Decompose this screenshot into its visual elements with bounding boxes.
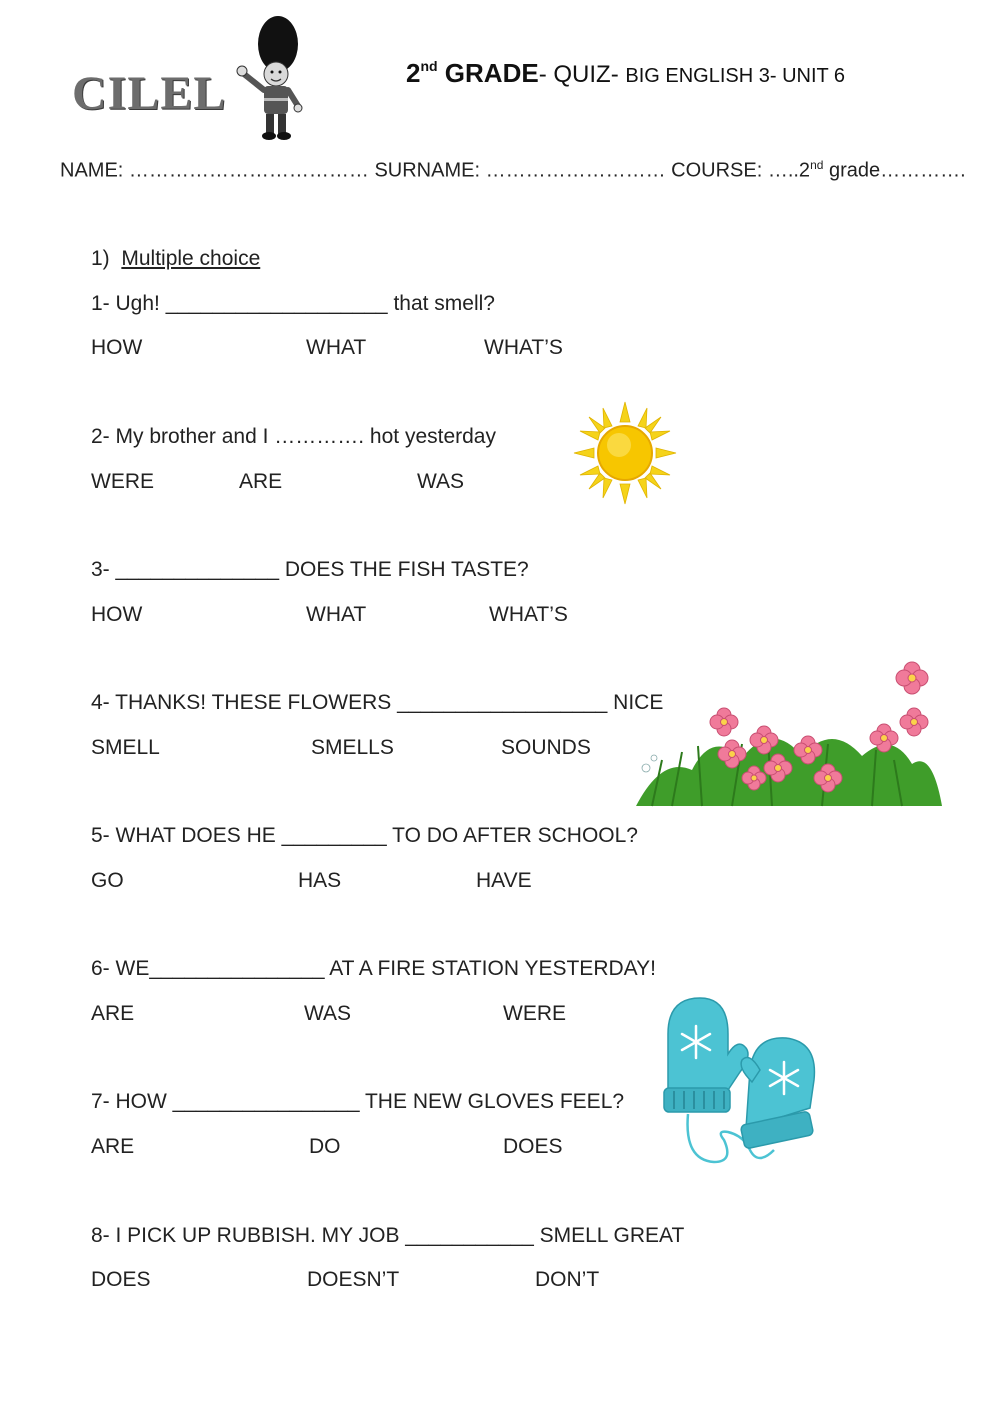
option-8a[interactable]: DOES (91, 1268, 151, 1291)
school-logo: CILEL (72, 67, 227, 120)
question-2: 2- My brother and I …………. hot yesterday (91, 425, 496, 448)
option-6c[interactable]: WERE (503, 1002, 566, 1025)
option-6a[interactable]: ARE (91, 1002, 135, 1025)
option-4b[interactable]: SMELLS (311, 736, 394, 759)
option-8b[interactable]: DOESN’T (307, 1268, 400, 1291)
option-7a[interactable]: ARE (91, 1135, 135, 1158)
option-2a[interactable]: WERE (91, 470, 154, 493)
mittens-icon (654, 990, 842, 1172)
option-5a[interactable]: GO (91, 869, 124, 892)
option-1a[interactable]: HOW (91, 336, 143, 359)
option-4c[interactable]: SOUNDS (501, 736, 591, 759)
option-5b[interactable]: HAS (298, 869, 342, 892)
section-heading: 1) Multiple choice (91, 247, 261, 270)
sun-icon (572, 400, 678, 506)
question-5: 5- WHAT DOES HE _________ TO DO AFTER SCHOOL? (91, 824, 638, 847)
option-5c[interactable]: HAVE (476, 869, 532, 892)
option-3b[interactable]: WHAT (306, 603, 367, 626)
option-1b[interactable]: WHAT (306, 336, 367, 359)
option-6b[interactable]: WAS (304, 1002, 352, 1025)
question-7: 7- HOW ________________ THE NEW GLOVES FEEL? (91, 1090, 625, 1113)
question-1: 1- Ugh! ___________________ that smell? (91, 292, 495, 315)
guard-mascot-icon (226, 14, 312, 142)
option-7b[interactable]: DO (309, 1135, 341, 1158)
quiz-title: 2nd GRADE- QUIZ- BIG ENGLISH 3- UNIT 6 (406, 58, 846, 88)
option-7c[interactable]: DOES (503, 1135, 563, 1158)
option-2c[interactable]: WAS (417, 470, 465, 493)
option-3c[interactable]: WHAT’S (489, 603, 568, 626)
question-4: 4- THANKS! THESE FLOWERS __________________ NICE (91, 691, 664, 714)
question-6: 6- WE_______________ AT A FIRE STATION YESTERDAY! (91, 957, 656, 980)
question-8: 8- I PICK UP RUBBISH. MY JOB ___________ SMELL GREAT (91, 1224, 685, 1247)
student-info-line: NAME: ……………………………… SURNAME: ……………………… COURSE: …..2nd grade…………. (60, 158, 966, 182)
option-1c[interactable]: WHAT’S (484, 336, 563, 359)
option-3a[interactable]: HOW (91, 603, 143, 626)
question-3: 3- ______________ DOES THE FISH TASTE? (91, 558, 529, 581)
flowers-icon (632, 660, 944, 808)
option-4a[interactable]: SMELL (91, 736, 160, 759)
option-8c[interactable]: DON’T (535, 1268, 600, 1291)
option-2b[interactable]: ARE (239, 470, 283, 493)
